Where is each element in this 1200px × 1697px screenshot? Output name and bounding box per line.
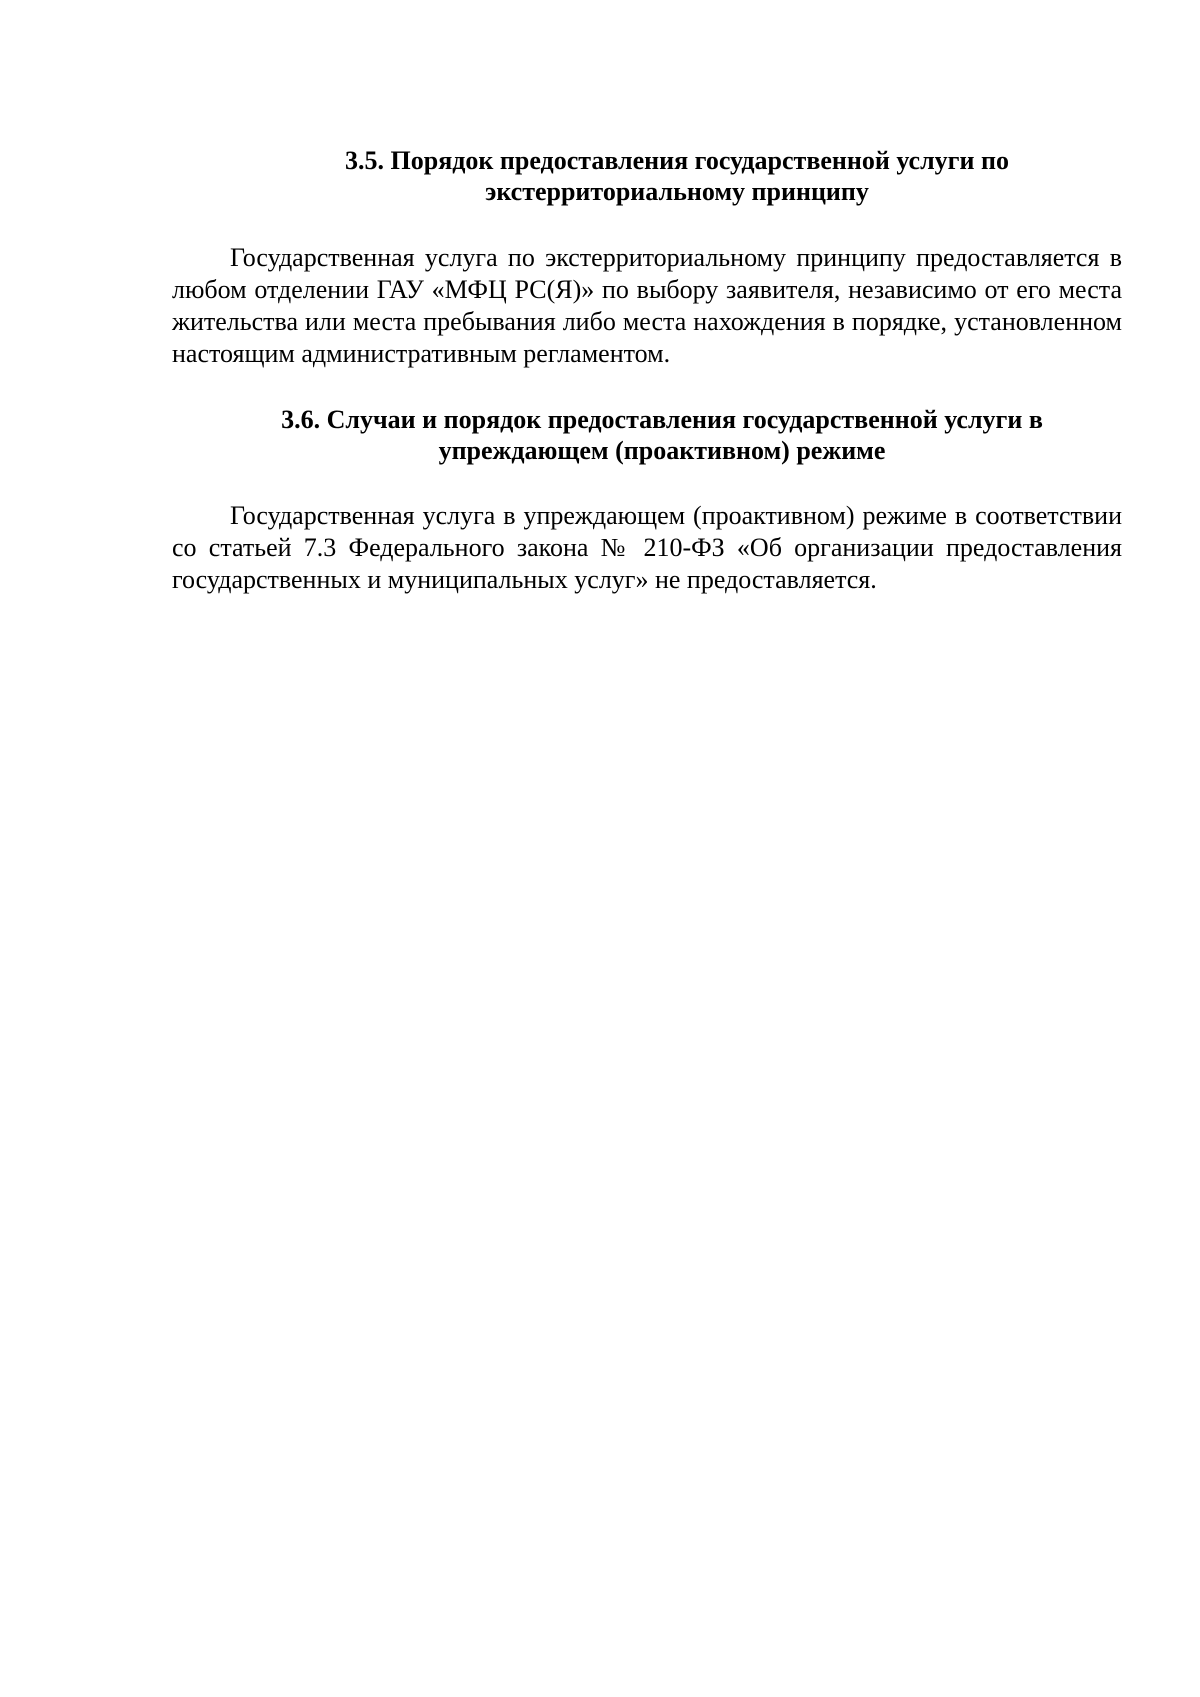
section-heading-line2: упреждающем (проактивном) режиме [438, 436, 886, 465]
section-heading [172, 145, 1122, 207]
section-heading-line1: 3.5. Порядок предоставления государственной услуги по [345, 146, 1009, 175]
section-heading-line2: экстерриториальному принципу [485, 177, 869, 206]
section-body: Государственная услуга в упреждающем (проактивном) режиме в соответствии со статьей 7.3 Федерального закона № 210-ФЗ «Об организации предоставления государственных и муниципальных услуг» не предоставляется. [172, 501, 1122, 594]
section-body: Государственная услуга по экстерриториальному принципу предоставляется в любом отделении ГАУ «МФЦ РС(Я)» по выбору заявителя, независимо от его места жительства или места пребывания либо места нахождения в порядке, установленном настоящим административным регламентом. [172, 243, 1122, 368]
section-heading-line1: 3.6. Случаи и порядок предоставления государственной услуги в [281, 405, 1043, 434]
section-3-5 [172, 145, 1122, 370]
section-3-6 [172, 404, 1122, 596]
document-content [172, 145, 1122, 596]
section-heading [172, 404, 1122, 466]
